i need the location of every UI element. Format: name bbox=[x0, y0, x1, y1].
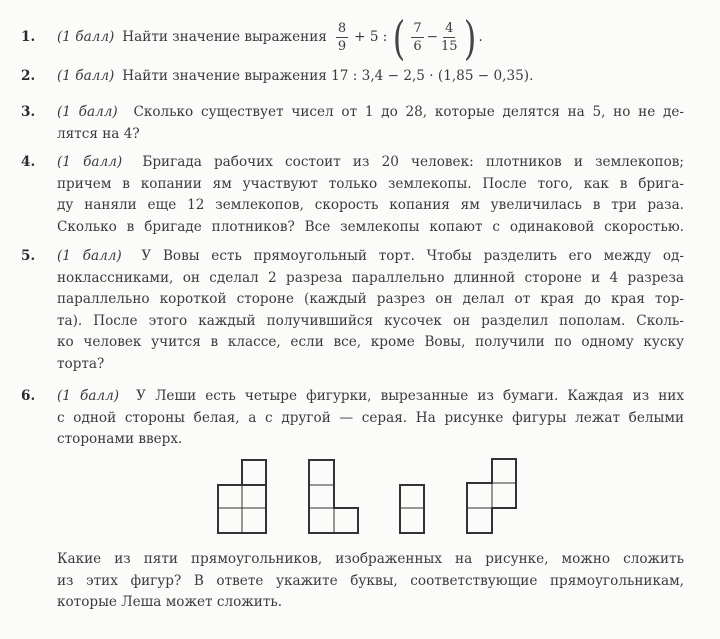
text-line: Сколько существует чисел от 1 до 28, которые делятся на 5, но не де- bbox=[133, 104, 684, 120]
figure-4 bbox=[467, 459, 516, 533]
problem-statement: Найти значение выражения bbox=[122, 29, 327, 45]
numerator: 4 bbox=[445, 21, 454, 37]
figure-3 bbox=[400, 485, 424, 533]
denominator: 15 bbox=[441, 39, 458, 55]
text-line: причем в копании ям участвуют только землекопы. После того, как в брига- bbox=[57, 175, 684, 192]
score-label: (1 балл) bbox=[57, 388, 120, 404]
denominator: 6 bbox=[413, 39, 422, 55]
score-label: (1 балл) bbox=[57, 154, 123, 170]
numerator: 8 bbox=[337, 21, 347, 37]
score-label: (1 балл) bbox=[57, 29, 115, 45]
problem-number: 3. bbox=[21, 104, 36, 120]
figure-1 bbox=[218, 460, 266, 533]
score-label: (1 балл) bbox=[57, 248, 122, 264]
operator: + 5 : bbox=[354, 29, 388, 45]
problem-number: 5. bbox=[21, 248, 36, 264]
figure-2 bbox=[309, 460, 358, 533]
text-line: торта? bbox=[57, 355, 105, 372]
left-paren: ( bbox=[393, 10, 406, 65]
text-line: У Леши есть четыре фигурки, вырезанные из бумаги. Каждая из них bbox=[136, 388, 684, 404]
operator: − bbox=[426, 29, 439, 45]
text-line: с одной стороны белая, а с другой — серая. На рисунке фигуры лежат белыми bbox=[57, 409, 684, 426]
text-line: из этих фигур? В ответе укажите буквы, соответствующие прямоугольникам, bbox=[57, 572, 684, 589]
period: . bbox=[478, 29, 483, 45]
problem-number: 6. bbox=[21, 388, 36, 404]
text-line: параллельно короткой стороне (каждый разрез он делал от края до края тор- bbox=[57, 291, 684, 307]
text-line: которые Леша может сложить. bbox=[57, 594, 283, 610]
text-line: лятся на 4? bbox=[57, 125, 140, 142]
denominator: 9 bbox=[337, 39, 347, 55]
text-line: ноклассниками, он сделал 2 разреза параллельно длинной стороне и 4 разреза bbox=[57, 269, 684, 286]
score-label: (1 балл) bbox=[57, 104, 118, 120]
problem-number: 2. bbox=[21, 68, 36, 84]
text-line: Найти значение выражения 17 : 3,4 − 2,5 · (1,85 − 0,35). bbox=[122, 68, 534, 84]
text-line: сторонами вверх. bbox=[57, 431, 183, 447]
text-line: Сколько в бригаде плотников? Все землекопы копают с одинаковой скоростью. bbox=[57, 218, 684, 235]
text-line: У Вовы есть прямоугольный торт. Чтобы разделить его между од- bbox=[141, 248, 684, 264]
score-label: (1 балл) bbox=[57, 68, 115, 84]
text-line: ко человек учится в классе, если все, кроме Вовы, получили по одному куску bbox=[57, 334, 684, 350]
text-line: та). После этого каждый получившийся кусочек он разделил пополам. Сколь- bbox=[57, 312, 684, 329]
numerator: 7 bbox=[413, 21, 422, 37]
problem-number: 4. bbox=[21, 154, 36, 170]
right-paren: ) bbox=[463, 10, 476, 65]
problem-text bbox=[57, 549, 684, 614]
text-line: Какие из пяти прямоугольников, изображенных на рисунке, можно сложить bbox=[57, 551, 684, 567]
text-line: ду наняли еще 12 землекопов, скорость копания ям увеличилась в три раза. bbox=[57, 197, 684, 213]
text-line: Бригада рабочих состоит из 20 человек: плотников и землекопов; bbox=[142, 154, 684, 170]
problem-number: 1. bbox=[21, 29, 36, 45]
